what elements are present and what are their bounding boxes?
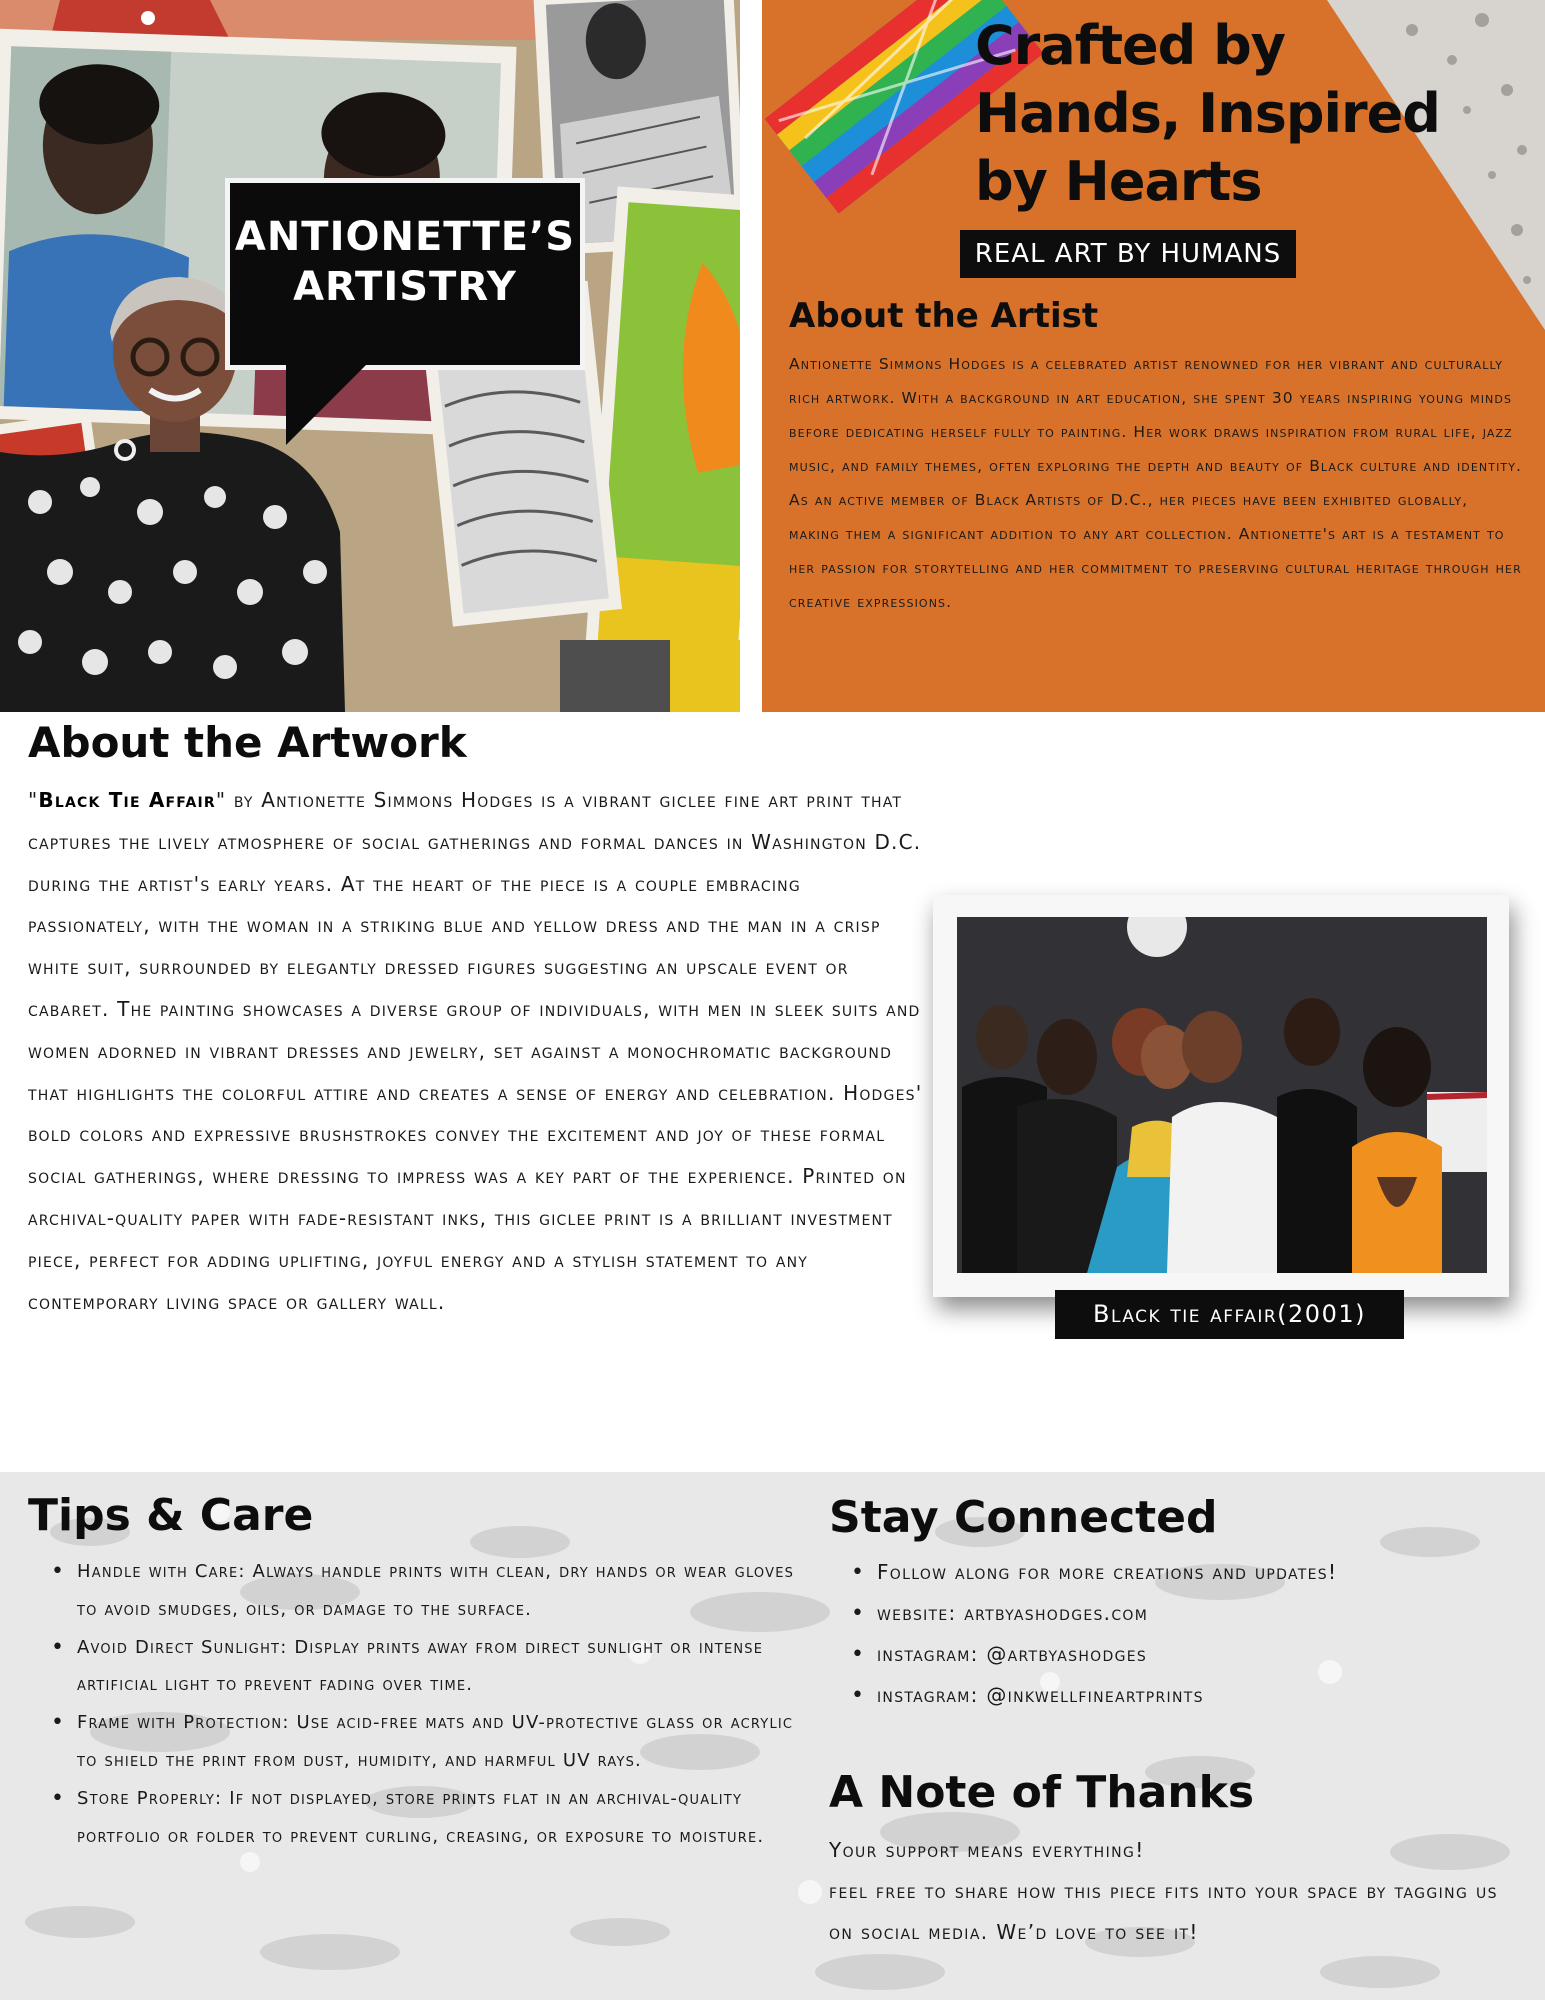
- tip-item: • Store Properly: If not displayed, store prints flat in an archival-quality portfolio or folder to prevent curling, creasing, or exposure to moisture.: [29, 1780, 815, 1856]
- about-artwork-body: [28, 780, 928, 1323]
- thanks-line-2: feel free to share how this piece fits into your space by tagging us on social media. We’d love to see it!: [829, 1879, 1498, 1944]
- connect-item: • Follow along for more creations and updates!: [829, 1552, 1389, 1593]
- about-artwork-heading: About the Artwork: [28, 718, 467, 767]
- artwork-caption: Black tie affair(2001): [1055, 1290, 1404, 1339]
- thanks-heading: A Note of Thanks: [829, 1767, 1255, 1818]
- artist-collage: [0, 0, 740, 712]
- artwork-painting: [957, 917, 1487, 1273]
- about-artist-heading: About the Artist: [789, 296, 1099, 336]
- tips-list: [29, 1553, 815, 1855]
- thanks-line-1: Your support means everything!: [829, 1838, 1145, 1862]
- tip-item: • Handle with Care: Always handle prints with clean, dry hands or wear gloves to avoid smudges, oils, or damage to the surface.: [29, 1553, 815, 1629]
- quote-mark: ": [28, 788, 39, 812]
- artwork-title-inline: Black Tie Affair: [38, 788, 216, 812]
- tips-heading: Tips & Care: [28, 1490, 314, 1541]
- about-artist-body: Antionette Simmons Hodges is a celebrated artist renowned for her vibrant and culturally rich artwork. With a background in art education, she spent 30 years inspiring young minds before dedicating herself fully to painting. Her work draws inspiration from rural life, jazz music, and family themes, often exploring the depth and beauty of Black culture and identity. As an active member of Black Artists of D.C., her pieces have been exhibited globally, making them a significant addition to any art collection. Antionette's art is a testament to her passion for storytelling and her commitment to preserving cultural heritage through her creative expressions.: [789, 355, 1523, 611]
- connect-item-instagram[interactable]: • instagram: @artbyashodges: [829, 1634, 1389, 1675]
- stay-connected-heading: Stay Connected: [829, 1492, 1218, 1543]
- brand-title: ANTIONETTE’S ARTISTRY: [234, 214, 576, 310]
- connect-item-website[interactable]: • website: artbyashodges.com: [829, 1593, 1389, 1634]
- tip-item: • Frame with Protection: Use acid-free mats and UV-protective glass or acrylic to shield the print from dust, humidity, and harmful UV rays.: [29, 1704, 815, 1780]
- real-art-badge: REAL ART BY HUMANS: [960, 230, 1296, 278]
- connect-item-instagram[interactable]: • instagram: @inkwellfineartprints: [829, 1675, 1389, 1716]
- speech-bubble-tail: [286, 360, 371, 445]
- thanks-text: [829, 1830, 1529, 1953]
- connect-list: [829, 1552, 1389, 1716]
- painting-figures: [957, 917, 1487, 1273]
- tip-item: • Avoid Direct Sunlight: Display prints away from direct sunlight or intense artificial light to prevent fading over time.: [29, 1629, 815, 1705]
- about-artwork-text: " by Antionette Simmons Hodges is a vibrant giclee fine art print that captures the lively atmosphere of social gatherings and formal dances in Washington D.C. during the artist's early years. At the heart of the piece is a couple embracing passionately, with the woman in a striking blue and yellow dress and the man in a crisp white suit, surrounded by elegantly dressed figures suggesting an upscale event or cabaret. The painting showcases a diverse group of individuals, with men in sleek suits and women adorned in vibrant dresses and jewelry, set against a monochromatic background that highlights the colorful attire and creates a sense of energy and celebration. Hodges' bold colors and expressive brushstrokes convey the excitement and joy of these formal social gatherings, where dressing to impress was a key part of the experience. Printed on archival-quality paper with fade-resistant inks, this giclee print is a brilliant investment piece, perfect for adding uplifting, joyful energy and a stylish statement to any contemporary living space or gallery wall.: [28, 788, 923, 1314]
- hero-headline: Crafted by Hands, Inspired by Hearts: [975, 14, 1440, 213]
